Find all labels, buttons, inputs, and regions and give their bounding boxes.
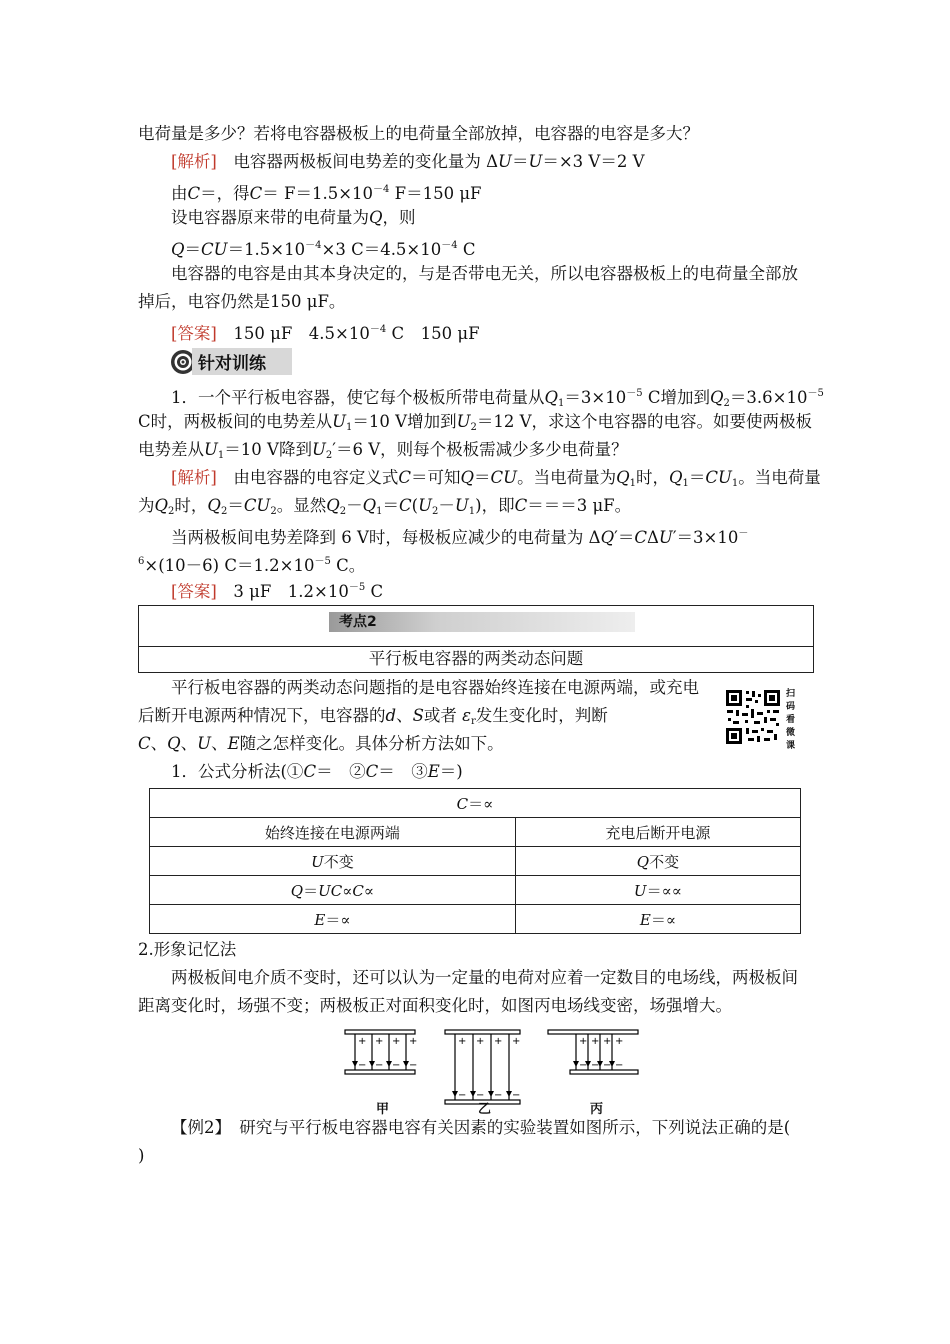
key-point-title: 平行板电容器的两类动态问题 <box>368 649 584 668</box>
svg-text:−: − <box>458 1090 467 1101</box>
svg-text:−: − <box>494 1090 503 1101</box>
text-line: 掉后，电容仍然是150 μF。 <box>138 292 346 311</box>
text-line: C、Q、U、E随之怎样变化。具体分析方法如下。 <box>138 734 504 753</box>
svg-text:−: − <box>476 1090 485 1101</box>
text-line: 由C＝，得$C= F=1.5\times 10^{-4}$ F＝150 μF <box>171 184 482 203</box>
text-line: [解析] 由电容器的电容定义式C＝可知Q＝CU。当电荷量为$Q_1$时，$Q_1=CU_1$。当电荷量 <box>171 468 821 489</box>
table-header-cell: 始终连接在电源两端 <box>150 818 516 847</box>
figure-caption: 丙 <box>590 1102 604 1117</box>
svg-text:−: − <box>375 1060 384 1071</box>
svg-text:+: + <box>615 1036 624 1047</box>
svg-text:+: + <box>579 1036 588 1047</box>
table-cell: C＝∝ <box>150 789 801 818</box>
answer-tag: [答案] <box>171 582 217 601</box>
svg-text:−: − <box>603 1060 612 1071</box>
table-cell: U＝∝∝ <box>515 876 800 905</box>
svg-text:−: − <box>512 1090 521 1101</box>
analysis-tag: [解析] <box>171 468 217 487</box>
qr-caption: 扫码看微课 <box>786 689 796 751</box>
table-cell: E＝∝ <box>150 905 516 934</box>
table-cell: U不变 <box>150 847 516 876</box>
analysis-tag: [解析] <box>171 152 217 171</box>
text-line: $^6$×(10－6) $C=1.2\times 10^{-5}$ C。 <box>138 556 366 575</box>
svg-text:+: + <box>591 1036 600 1047</box>
svg-text:+: + <box>494 1036 503 1047</box>
svg-text:+: + <box>512 1036 521 1047</box>
text-line: C时，两极板间的电势差从$U_1=10$ V增加到$U_2=12$ V，求这个电容器的电容。如要使两极板 <box>138 412 812 433</box>
svg-text:+: + <box>603 1036 612 1047</box>
formula-table <box>149 788 801 934</box>
table-cell: Q不变 <box>515 847 800 876</box>
figure-caption: 甲 <box>376 1102 390 1117</box>
table-cell: Q＝UC∝C∝ <box>150 876 516 905</box>
divider <box>139 646 813 647</box>
key-point-label: 考点2 <box>329 612 635 632</box>
svg-text:−: − <box>591 1060 600 1071</box>
text-line: 距离变化时，场强不变；两极板正对面积变化时，如图丙电场线变密，场强增大。 <box>138 996 732 1015</box>
key-point-box <box>138 605 814 673</box>
text-line: 2.形象记忆法 <box>138 940 237 959</box>
example-tag: 【例2】 <box>171 1118 223 1137</box>
section-heading <box>170 348 292 375</box>
svg-text:−: − <box>358 1060 367 1071</box>
svg-text:+: + <box>392 1036 401 1047</box>
svg-text:+: + <box>409 1036 418 1047</box>
text-line: 【例2】 研究与平行板电容器电容有关因素的实验装置如图所示，下列说法正确的是( <box>171 1118 791 1137</box>
svg-text:−: − <box>579 1060 588 1071</box>
text-line: 1．一个平行板电容器，使它每个极板所带电荷量从$Q_1=3\times 10^{-5}$ C增加到$Q_2=3.6\times 10^{-5}$ <box>171 388 824 409</box>
text-line: 后断开电源两种情况下，电容器的d、S或者 $\varepsilon_r$发生变化时，判断 <box>138 706 608 727</box>
table-header-cell: 充电后断开电源 <box>515 818 800 847</box>
svg-text:−: − <box>392 1060 401 1071</box>
answer-tag: [答案] <box>171 324 217 343</box>
svg-text:+: + <box>476 1036 485 1047</box>
svg-text:−: − <box>615 1060 624 1071</box>
text-line: 电势差从$U_1=10$ V降到$U_2'=6$ V，则每个极板需减少多少电荷量？ <box>138 440 628 461</box>
text-line: [解析] 电容器两极板间电势差的变化量为 ΔU＝U＝×3 V＝2 V <box>171 152 645 171</box>
text-line: $Q=CU=1.5\times 10^{-4}\times 3$ $C=4.5\times 10^{-4}$ C <box>171 240 476 259</box>
text-line: 电容器的电容是由其本身决定的，与是否带电无关，所以电容器极板上的电荷量全部放 <box>171 264 798 283</box>
section-title: 针对训练 <box>192 348 292 375</box>
text-line: 两极板间电介质不变时，还可以认为一定量的电荷对应着一定数目的电场线，两极板间 <box>171 968 798 987</box>
svg-text:+: + <box>358 1036 367 1047</box>
svg-text:−: − <box>409 1060 418 1071</box>
answer-line: [答案] 150 μF $4.5\times 10^{-4}$ C 150 μF <box>171 324 480 343</box>
text-line: 当两极板间电势差降到 6 V时，每极板应减少的电荷量为 ΔQ′＝CΔU′＝3×10－ <box>171 528 749 547</box>
table-cell: E＝∝ <box>515 905 800 934</box>
text-line: ) <box>138 1146 145 1165</box>
text-line: 为$Q_2$时，$Q_2=CU_2$。显然$Q_2-Q_1=C(U_2-U_1)$，即C＝＝＝3 μF。 <box>138 496 632 517</box>
svg-text:+: + <box>375 1036 384 1047</box>
figure-caption: 乙 <box>478 1102 492 1117</box>
answer-line: [答案] 3 μF $1.2\times 10^{-5}$ C <box>171 582 384 601</box>
qr-code[interactable] <box>724 688 782 746</box>
text-line: 平行板电容器的两类动态问题指的是电容器始终连接在电源两端，或充电 <box>171 678 699 697</box>
text-line: 电荷量是多少？若将电容器极板上的电荷量全部放掉，电容器的电容是多大？ <box>138 124 699 143</box>
text-line: 设电容器原来带的电荷量为Q，则 <box>171 208 416 227</box>
svg-text:+: + <box>458 1036 467 1047</box>
text-line: 1．公式分析法(①C＝ ②C＝ ③E＝) <box>171 762 463 781</box>
